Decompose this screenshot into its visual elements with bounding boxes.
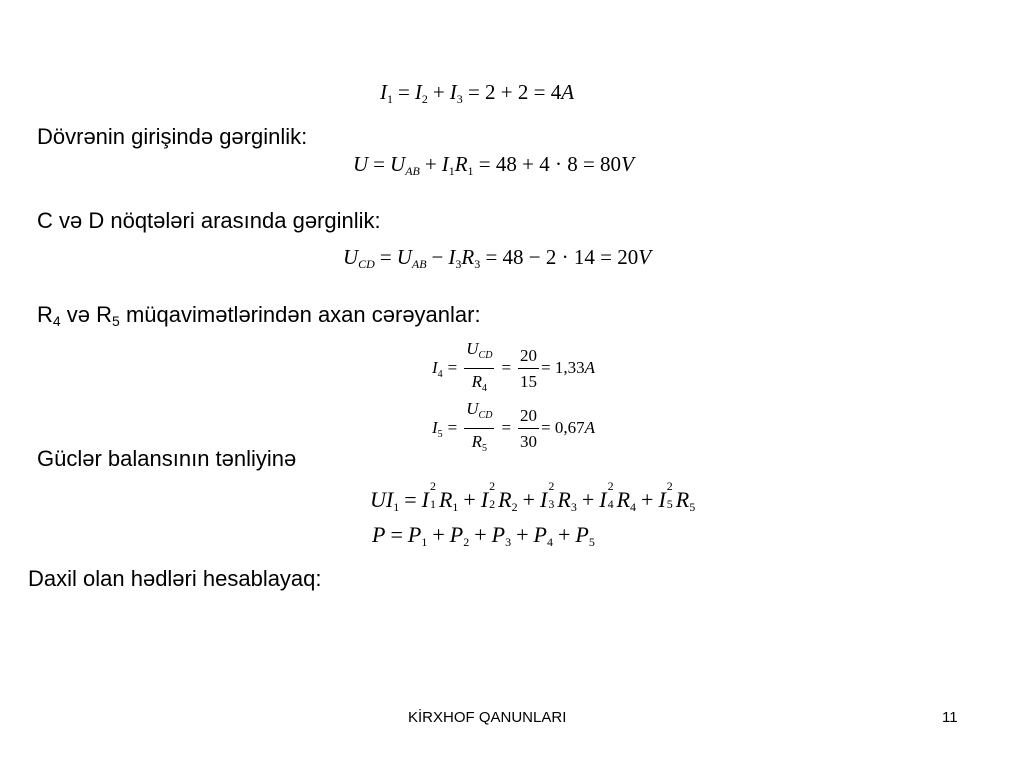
equation-current-i5: $I_5$ = $\frac{U_{CD}}{R_5}$ = $\frac{20}{30}$ = 0,67A bbox=[432, 398, 595, 460]
equation-current-i5-value: = 0,67 bbox=[541, 417, 585, 437]
page-number: 11 bbox=[942, 709, 958, 726]
footer-title: KİRXHOF QANUNLARI bbox=[408, 709, 567, 726]
heading-compute-terms: Daxil olan hədləri hesablayaq: bbox=[28, 566, 322, 591]
equation-cd-voltage: $U_{CD} = U_{AB} - I_3R_3 = 48 - 2 \cdot 14 = 20V$ bbox=[343, 245, 652, 271]
fraction-20-15 bbox=[518, 345, 539, 393]
fraction-20-30 bbox=[518, 405, 539, 453]
heading-power-balance: Güclər balansının tənliyinə bbox=[37, 446, 297, 471]
equation-input-voltage: $U = U_{AB} + I_1R_1 = 48 + 4 \cdot 8 = 80V$ bbox=[353, 152, 634, 178]
equation-cd-voltage-value: = 48 − 2 · 14 = 20 bbox=[485, 245, 639, 269]
equation-power-sum: $P = P_1 + P_2 + P_3 + P_4 + P_5$ bbox=[372, 522, 595, 549]
fraction-numerator: 20 bbox=[518, 405, 539, 429]
equation-input-voltage-value: = 48 + 4 · 8 = 80 bbox=[478, 152, 622, 176]
fraction-denominator: 30 bbox=[520, 432, 538, 451]
r5-letter: və R bbox=[60, 302, 113, 327]
heading-r4-r5-tail: müqavimətlərindən axan cərəyanlar: bbox=[119, 302, 481, 327]
fraction-numerator: 20 bbox=[518, 345, 539, 369]
equation-total-current-value: = 2 + 2 = 4 bbox=[467, 80, 562, 104]
equation-current-i4-value: = 1,33 bbox=[541, 357, 585, 377]
heading-cd-voltage: C və D nöqtələri arasında gərginlik: bbox=[37, 208, 381, 233]
r4-letter: R bbox=[37, 302, 53, 327]
heading-input-voltage: Dövrənin girişində gərginlik: bbox=[37, 124, 308, 149]
fraction-ucd-r4: $\frac{U_{CD}}{R_4}$ bbox=[466, 339, 493, 394]
equation-current-i4: $I_4$ = $\frac{U_{CD}}{R_4}$ = $\frac{20}{15}$ = 1,33A bbox=[432, 338, 595, 400]
heading-r4-r5-currents bbox=[37, 302, 481, 329]
equation-total-current: $I_1 = I_2 + I_3 = 2 + 2 = 4A$ bbox=[380, 80, 575, 106]
fraction-denominator: 15 bbox=[520, 372, 538, 391]
equation-power-balance: $UI_1 = I$ 2 1 $R_1 + I$ 2 2 $R_2 + I$ 2 3 $R_3 + I$ 2 4 $R_4 + I$ 2 5 $R_5$ bbox=[370, 479, 696, 514]
r5-subscript: 5 bbox=[112, 313, 120, 329]
r4-subscript: 4 bbox=[52, 313, 61, 329]
fraction-ucd-r5: $\frac{U_{CD}}{R_5}$ bbox=[466, 399, 493, 454]
